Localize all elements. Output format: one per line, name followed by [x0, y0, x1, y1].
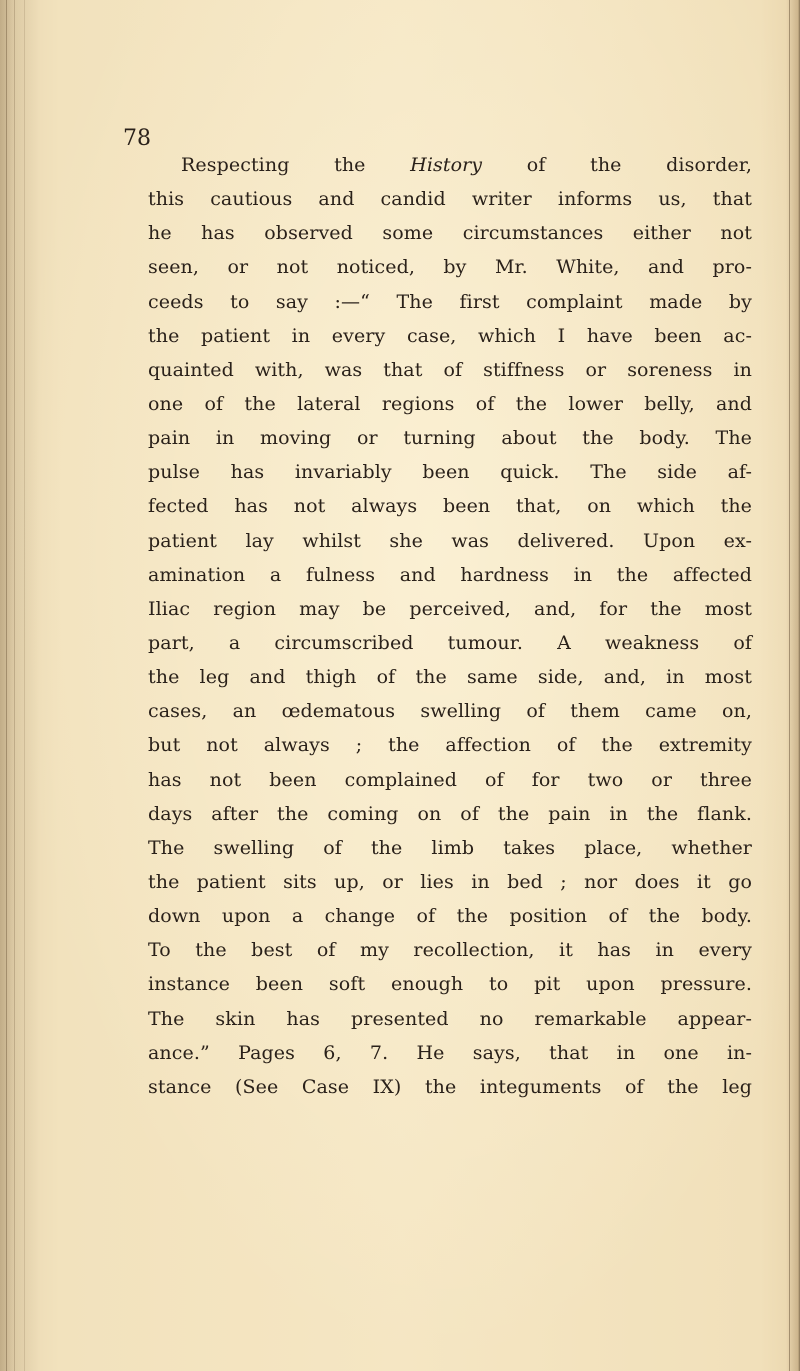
italic-word: History — [410, 154, 483, 176]
text-line: fected has not always been that, on which the — [148, 495, 752, 518]
text-line: instance been soft enough to pit upon pressure. — [148, 973, 752, 996]
text-line: this cautious and candid writer informs us, that — [148, 188, 752, 211]
text-line: cases, an œdematous swelling of them came on, — [148, 700, 752, 723]
text-line: stance (See Case IX) the integuments of the leg — [148, 1075, 752, 1098]
body-text — [148, 148, 752, 1104]
text-line: pulse has invariably been quick. The side af- — [148, 461, 752, 484]
text-line: one of the lateral regions of the lower belly, and — [148, 392, 752, 415]
text-line: pain in moving or turning about the body. The — [148, 427, 752, 450]
text-line: part, a circumscribed tumour. A weakness of — [148, 631, 752, 654]
text-line: Iliac region may be perceived, and, for the most — [148, 597, 752, 620]
text-line: the patient sits up, or lies in bed ; nor does it go — [148, 870, 752, 893]
text-line: amination a fulness and hardness in the affected — [148, 563, 752, 586]
text-line: ceeds to say :—“ The first complaint made by — [148, 290, 752, 313]
gutter-line — [24, 0, 25, 1371]
text-line: quainted with, was that of stiffness or soreness in — [148, 358, 752, 381]
text-line: he has observed some circumstances either not — [148, 222, 752, 245]
text-line: down upon a change of the position of the body. — [148, 905, 752, 928]
text-line: patient lay whilst she was delivered. Upon ex- — [148, 529, 752, 552]
page-edge-line — [789, 0, 790, 1371]
text-line: the leg and thigh of the same side, and, in most — [148, 666, 752, 689]
page-number: 78 — [123, 126, 151, 151]
gutter-line — [6, 0, 7, 1371]
gutter-line — [14, 0, 15, 1371]
text-line: The skin has presented no remarkable appear- — [148, 1007, 752, 1030]
text-line: ance.” Pages 6, 7. He says, that in one in- — [148, 1041, 752, 1064]
text-line: the patient in every case, which I have been ac- — [148, 324, 752, 347]
text-line: The swelling of the limb takes place, whether — [148, 836, 752, 859]
text-line: days after the coming on of the pain in the flank. — [148, 802, 752, 825]
text-line: To the best of my recollection, it has in every — [148, 939, 752, 962]
text-line: Respecting the History of the disorder, — [181, 154, 753, 176]
text-line: but not always ; the affection of the extremity — [148, 734, 752, 757]
text-line: seen, or not noticed, by Mr. White, and pro- — [148, 256, 752, 279]
text-line: has not been complained of for two or three — [148, 768, 752, 791]
